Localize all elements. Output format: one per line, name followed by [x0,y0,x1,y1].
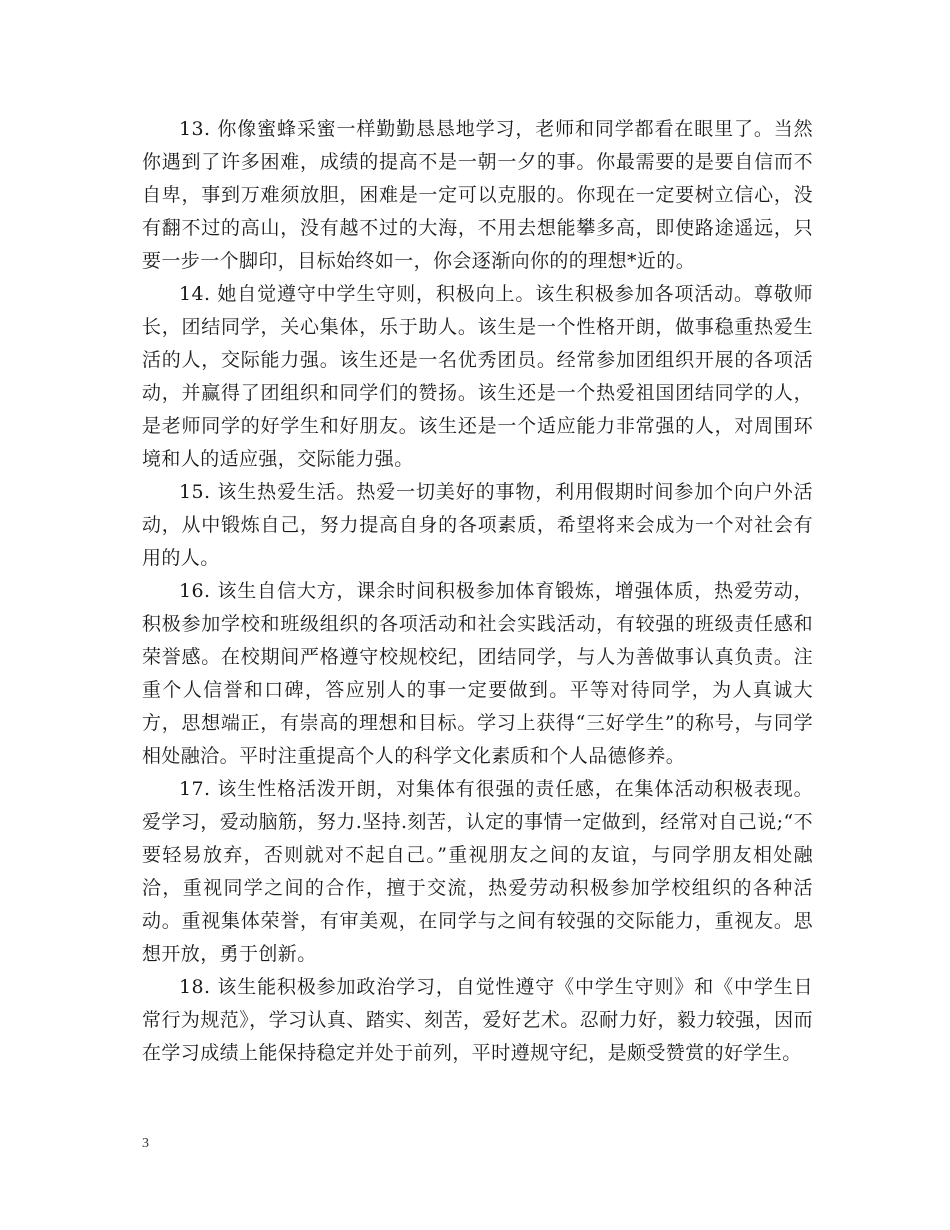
paragraph-14: 14. 她自觉遵守中学生守则，积极向上。该生积极参加各项活动。尊敬师长，团结同学，关心集体，乐于助人。该生是一个性格开朗，做事稳重热爱生活的人，交际能力强。该生还是一名优秀团员。经常参加团组织开展的各项活动，并赢得了团组织和同学们的赞扬。该生还是一个热爱祖国团结同学的人，是老师同学的好学生和好朋友。该生还是一个适应能力非常强的人，对周围环境和人的适应强，交际能力强。 [142,283,813,470]
paragraph-13: 13. 你像蜜蜂采蜜一样勤勤恳恳地学习，老师和同学都看在眼里了。当然你遇到了许多困难，成绩的提高不是一朝一夕的事。你最需要的是要自信而不自卑，事到万难须放胆，困难是一定可以克服的。你现在一定要树立信心，没有翻不过的高山，没有越不过的大海，不用去想能攀多高，即使路途遥远，只要一步一个脚印，目标始终如一，你会逐渐向你的的理想*近的。 [142,118,813,272]
paragraph-15: 15. 该生热爱生活。热爱一切美好的事物，利用假期时间参加个向户外活动，从中锻炼自己，努力提高自身的各项素质，希望将来会成为一个对社会有用的人。 [142,481,813,569]
page-number: 3 [142,1136,149,1151]
paragraph-17: 17. 该生性格活泼开朗，对集体有很强的责任感，在集体活动积极表现。爱学习，爱动脑筋，努力.坚持.刻苦，认定的事情一定做到，经常对自己说;“不要轻易放弃，否则就对不起自己。”重视朋友之间的友谊，与同学朋友相处融洽，重视同学之间的合作，擅于交流，热爱劳动积极参加学校组织的各种活动。重视集体荣誉，有审美观，在同学与之间有较强的交际能力，重视友。思想开放，勇于创新。 [142,778,813,965]
paragraph-18: 18. 该生能积极参加政治学习，自觉性遵守《中学生守则》和《中学生日常行为规范》，学习认真、踏实、刻苦，爱好艺术。忍耐力好，毅力较强，因而在学习成绩上能保持稳定并处于前列，平时遵规守纪，是颇受赞赏的好学生。 [142,976,813,1064]
paragraph-16: 16. 该生自信大方，课余时间积极参加体育锻炼，增强体质，热爱劳动，积极参加学校和班级组织的各项活动和社会实践活动，有较强的班级责任感和荣誉感。在校期间严格遵守校规校纪，团结同学，与人为善做事认真负责。注重个人信誉和口碑，答应别人的事一定要做到。平等对待同学，为人真诚大方，思想端正，有崇高的理想和目标。学习上获得“三好学生”的称号，与同学相处融洽。平时注重提高个人的科学文化素质和个人品德修养。 [142,580,813,767]
document-body [142,113,813,1070]
